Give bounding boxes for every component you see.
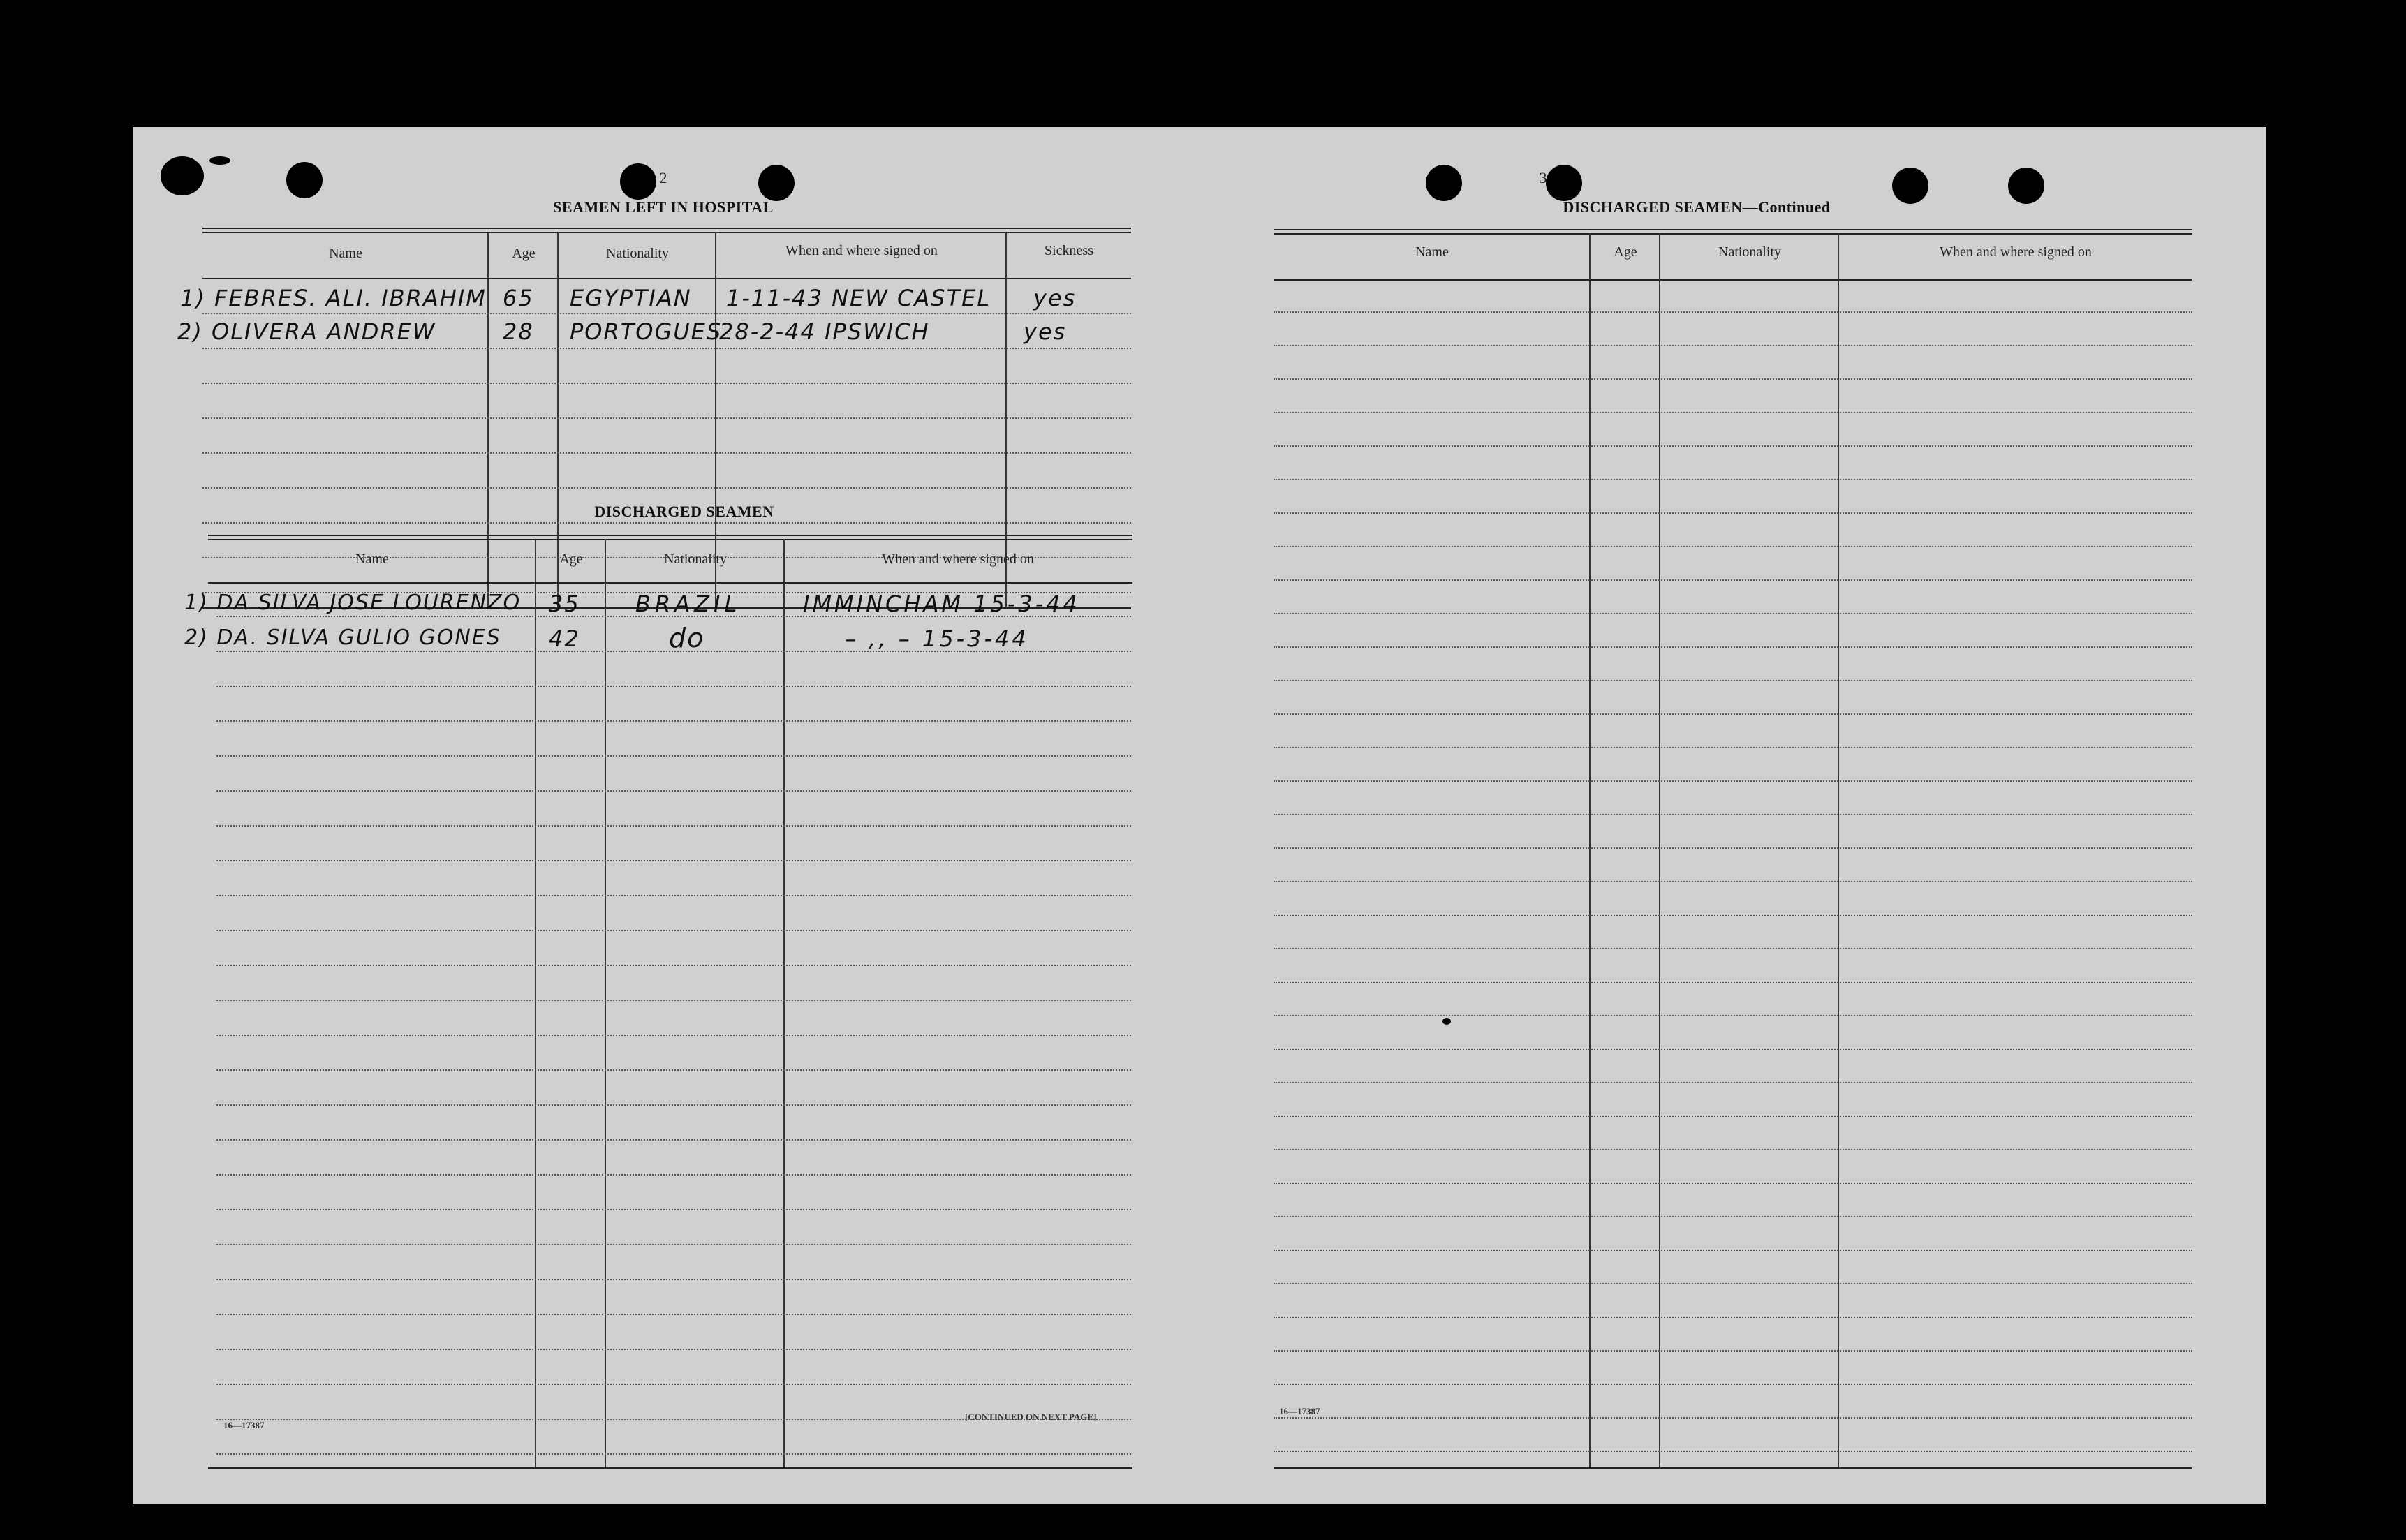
column-divider (783, 539, 785, 1467)
ruled-line (1274, 713, 2192, 715)
table-top-rule (208, 535, 1132, 540)
ruled-line (1274, 1283, 2192, 1284)
cell-nationality: PORTOGUES (570, 318, 723, 345)
cell-sickness: yes (1033, 285, 1077, 311)
column-header: Name (329, 246, 362, 261)
ruled-line (1274, 1015, 2192, 1016)
ruled-line (202, 417, 1131, 419)
column-divider (1838, 233, 1839, 1467)
cell-nationality: do (669, 623, 705, 653)
header-rule (208, 582, 1132, 584)
ruled-line (1274, 1317, 2192, 1318)
cell-nationality: BRAZIL (635, 591, 741, 617)
ruled-line (1274, 982, 2192, 983)
column-divider (535, 539, 536, 1467)
ruled-line (216, 1349, 1131, 1350)
ruled-line (1274, 579, 2192, 581)
column-divider (1589, 233, 1591, 1467)
ruled-line (202, 452, 1131, 454)
ruled-line (216, 755, 1131, 757)
column-header: Nationality (606, 246, 669, 261)
ruled-line (1274, 780, 2192, 782)
section-title-discharged: DISCHARGED SEAMEN (594, 503, 774, 520)
cell-signed-on: IMMINCHAM 15-3-44 (803, 591, 1080, 617)
ruled-line (216, 1384, 1131, 1385)
column-header: Sickness (1045, 243, 1093, 258)
ruled-line (216, 720, 1131, 722)
ruled-line (216, 1279, 1131, 1280)
ruled-line (1274, 1350, 2192, 1352)
column-header: When and where signed on (882, 551, 1034, 567)
page-number: 2 (659, 169, 667, 186)
column-header: Nationality (1718, 244, 1781, 260)
ruled-line (1274, 1082, 2192, 1083)
cell-sickness: yes (1024, 318, 1067, 345)
ruled-line (1274, 747, 2192, 748)
ruled-line (202, 383, 1131, 384)
ruled-line (1274, 345, 2192, 346)
left-page (133, 127, 1180, 1504)
table-bottom-rule (1274, 1467, 2192, 1469)
ruled-line (1274, 1417, 2192, 1419)
table-top-rule (202, 228, 1131, 233)
ruled-line (216, 930, 1131, 931)
cell-name: 2) DA. SILVA GULIO GONES (184, 625, 501, 650)
cell-name: 1) FEBRES. ALI. IBRAHIM (180, 285, 487, 311)
ruled-line (202, 348, 1131, 349)
ruled-line (216, 1314, 1131, 1315)
form-number: 16—17387 (1279, 1406, 1320, 1416)
ruled-line (216, 965, 1131, 966)
column-header: Nationality (664, 551, 727, 567)
ruled-line (1274, 546, 2192, 547)
column-header: Age (1614, 244, 1637, 260)
header-rule (1274, 279, 2192, 281)
ruled-line (216, 895, 1131, 896)
ink-dot (1442, 1018, 1451, 1025)
ruled-line (216, 686, 1131, 687)
ruled-line (216, 1035, 1131, 1036)
ruled-line (1274, 613, 2192, 614)
ruled-line (1274, 378, 2192, 380)
cell-signed-on: 28-2-44 IPSWICH (719, 318, 930, 345)
cell-name: 1) DA SILVA JOSE LOURENZO (184, 591, 522, 615)
column-header: Name (1415, 244, 1449, 260)
cell-age: 28 (503, 318, 534, 345)
ruled-line (216, 1453, 1131, 1455)
cell-age: 42 (549, 625, 580, 652)
ruled-line (1274, 1049, 2192, 1050)
table-top-rule (1274, 229, 2192, 235)
cell-nationality: EGYPTIAN (570, 285, 692, 311)
ruled-line (216, 1209, 1131, 1210)
ruled-line (1274, 1183, 2192, 1184)
table-bottom-rule (208, 1467, 1132, 1469)
ruled-line (1274, 814, 2192, 815)
ruled-line (1274, 915, 2192, 916)
ruled-line (1274, 479, 2192, 480)
ruled-line (216, 1000, 1131, 1001)
ruled-line (1274, 646, 2192, 648)
ruled-line (216, 1069, 1131, 1071)
ruled-line (202, 313, 1131, 314)
ruled-line (1274, 512, 2192, 514)
column-header: Age (512, 246, 536, 261)
ruled-line (1274, 881, 2192, 882)
right-page (1201, 127, 2266, 1504)
ruled-line (1274, 1116, 2192, 1117)
continued-note: [CONTINUED ON NEXT PAGE] (965, 1412, 1097, 1422)
ruled-line (1274, 680, 2192, 681)
cell-age: 65 (503, 285, 534, 311)
ruled-line (1274, 1250, 2192, 1251)
column-divider (1659, 233, 1660, 1467)
page-number: 3 (1539, 169, 1547, 186)
ruled-line (1274, 1149, 2192, 1150)
ruled-line (1274, 445, 2192, 447)
cell-name: 2) OLIVERA ANDREW (177, 318, 436, 345)
ruled-line (216, 1244, 1131, 1245)
column-header: When and where signed on (1940, 244, 2092, 260)
ruled-line (216, 825, 1131, 827)
column-header: When and where signed on (785, 243, 938, 258)
section-title-hospital: SEAMEN LEFT IN HOSPITAL (553, 198, 774, 216)
form-number: 16—17387 (223, 1420, 265, 1430)
column-header: Age (559, 551, 583, 567)
ruled-line (216, 1104, 1131, 1106)
ruled-line (202, 487, 1131, 489)
cell-age: 35 (549, 591, 580, 617)
cell-signed-on: 1-11-43 NEW CASTEL (726, 285, 991, 311)
column-divider (605, 539, 606, 1467)
ruled-line (1274, 847, 2192, 849)
cell-signed-on: – ,, – 15-3-44 (845, 625, 1029, 652)
ruled-line (1274, 948, 2192, 949)
ruled-line (1274, 1451, 2192, 1452)
ruled-line (202, 522, 1131, 524)
column-header: Name (355, 551, 389, 567)
ruled-line (216, 860, 1131, 861)
ruled-line (1274, 1384, 2192, 1385)
section-title: DISCHARGED SEAMEN—Continued (1563, 198, 1831, 216)
header-rule (202, 278, 1131, 279)
ruled-line (1274, 1216, 2192, 1217)
ruled-line (216, 1139, 1131, 1141)
ledger-sheet (133, 127, 2266, 1504)
ruled-line (216, 1174, 1131, 1176)
ruled-line (1274, 412, 2192, 413)
ruled-line (1274, 311, 2192, 313)
ruled-line (216, 790, 1131, 792)
